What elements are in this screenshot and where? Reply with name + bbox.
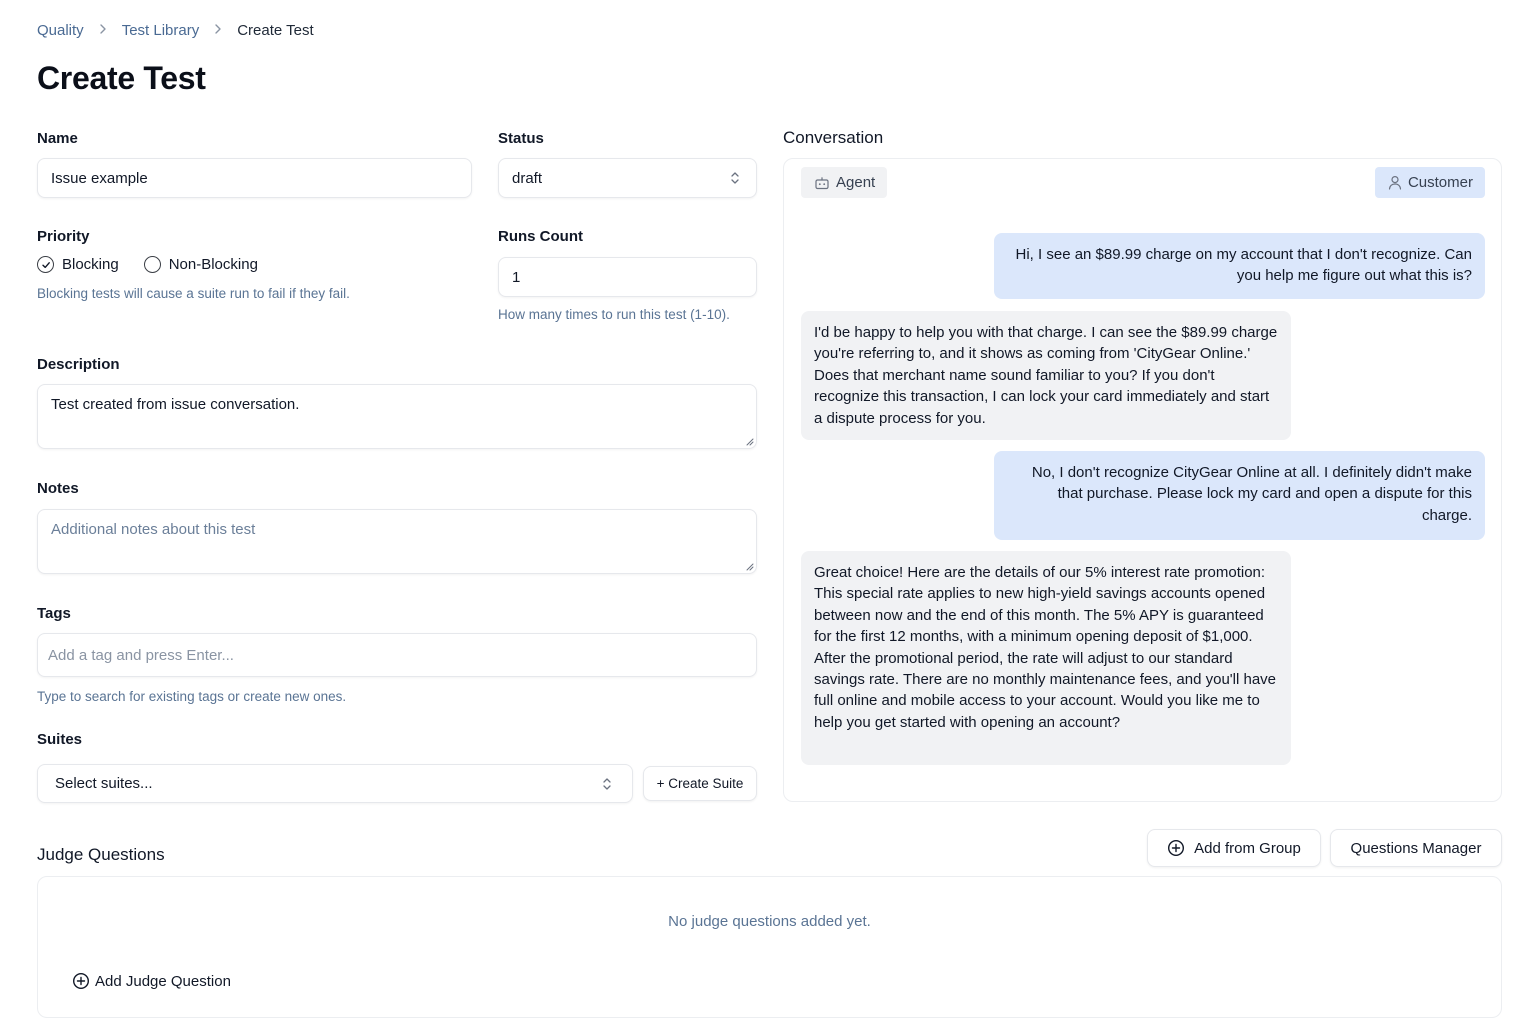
name-input[interactable]	[37, 158, 472, 198]
priority-radio-group	[37, 256, 283, 273]
notes-textarea[interactable]	[37, 509, 757, 574]
runs-count-help: How many times to run this test (1-10).	[498, 307, 730, 322]
notes-label: Notes	[37, 480, 79, 497]
message-customer: Hi, I see an $89.99 charge on my account that I don't recognize. Can you help me figure out what this is?	[994, 233, 1485, 299]
suites-placeholder: Select suites...	[55, 775, 153, 792]
priority-option-label: Non-Blocking	[168, 256, 258, 273]
customer-role-label: Customer	[1407, 174, 1473, 191]
message-customer: No, I don't recognize CityGear Online at all. I definitely didn't make that purchase. Please lock my card and open a dispute for this charge.	[994, 451, 1485, 540]
resize-handle-icon[interactable]	[744, 436, 754, 446]
add-from-group-label: Add from Group	[1194, 839, 1301, 857]
chevron-right-icon	[99, 23, 107, 38]
status-select-value: draft	[512, 169, 543, 187]
conversation-panel	[783, 158, 1502, 802]
breadcrumb-link-test-library[interactable]: Test Library	[121, 22, 200, 39]
message-agent: I'd be happy to help you with that charge. I can see the $89.99 charge you're referring to, and it shows as coming from 'CityGear Online.' Does that merchant name sound familiar to you? If you don't recognize this transaction, I can lock your card immediately and start a dispute process for you.	[801, 311, 1291, 440]
resize-handle-icon[interactable]	[744, 561, 754, 571]
plus-circle-icon	[72, 972, 90, 990]
name-input-value: Issue example	[51, 169, 148, 187]
chevron-up-down-icon	[602, 777, 612, 791]
message-agent: Great choice! Here are the details of our 5% interest rate promotion: This special rate applies to new high-yield savings accounts opened between now and the end of this month. The 5% APY is guaranteed for the first 12 months, with a minimum opening deposit of $1,000. After the promotional period, the rate will adjust to our standard savings rate. There are no monthly maintenance fees, and you'll have full online and mobile access to your account. Would you like me to help you get started with opening an account?	[801, 551, 1291, 765]
add-judge-question-label: Add Judge Question	[95, 972, 231, 990]
radio-unchecked-icon[interactable]	[144, 256, 161, 273]
create-suite-button[interactable]: + Create Suite	[643, 766, 757, 801]
priority-label: Priority	[37, 228, 90, 245]
tags-help: Type to search for existing tags or create new ones.	[37, 689, 347, 704]
breadcrumb	[37, 22, 314, 39]
runs-count-input[interactable]	[498, 257, 757, 297]
judge-questions-empty-state: No judge questions added yet.	[668, 913, 871, 930]
runs-count-value: 1	[512, 268, 521, 286]
agent-role-label: Agent	[836, 174, 876, 191]
questions-manager-button[interactable]: Questions Manager	[1330, 829, 1502, 867]
priority-option-blocking[interactable]	[37, 256, 119, 273]
chevron-right-icon	[214, 23, 222, 38]
name-label: Name	[37, 130, 78, 147]
page-title: Create Test	[37, 60, 206, 96]
plus-circle-icon	[1167, 839, 1185, 857]
tags-label: Tags	[37, 605, 71, 622]
status-select[interactable]	[498, 158, 757, 198]
priority-option-label: Blocking	[62, 256, 119, 273]
description-textarea[interactable]	[37, 384, 757, 449]
suites-label: Suites	[37, 731, 83, 748]
add-from-group-button[interactable]	[1147, 829, 1321, 867]
description-label: Description	[37, 356, 120, 373]
tags-placeholder: Add a tag and press Enter...	[48, 646, 234, 664]
agent-role-chip[interactable]	[801, 167, 887, 198]
suites-select[interactable]	[37, 764, 633, 803]
judge-questions-heading: Judge Questions	[37, 845, 165, 864]
bot-icon	[814, 176, 830, 190]
radio-checked-icon[interactable]	[37, 256, 54, 273]
chevron-up-down-icon	[730, 171, 740, 185]
runs-count-label: Runs Count	[498, 228, 583, 245]
tags-input[interactable]	[37, 633, 757, 677]
status-label: Status	[498, 130, 544, 147]
customer-role-chip[interactable]	[1375, 167, 1485, 198]
description-value: Test created from issue conversation.	[51, 396, 300, 413]
user-icon	[1388, 175, 1402, 190]
breadcrumb-link-quality[interactable]: Quality	[37, 22, 84, 39]
breadcrumb-current: Create Test	[237, 22, 314, 39]
notes-placeholder: Additional notes about this test	[51, 521, 256, 538]
priority-help: Blocking tests will cause a suite run to fail if they fail.	[37, 286, 350, 301]
conversation-heading: Conversation	[783, 128, 884, 147]
priority-option-non-blocking[interactable]	[144, 256, 258, 273]
judge-questions-panel	[37, 876, 1502, 1018]
add-judge-question-button[interactable]	[72, 972, 231, 990]
